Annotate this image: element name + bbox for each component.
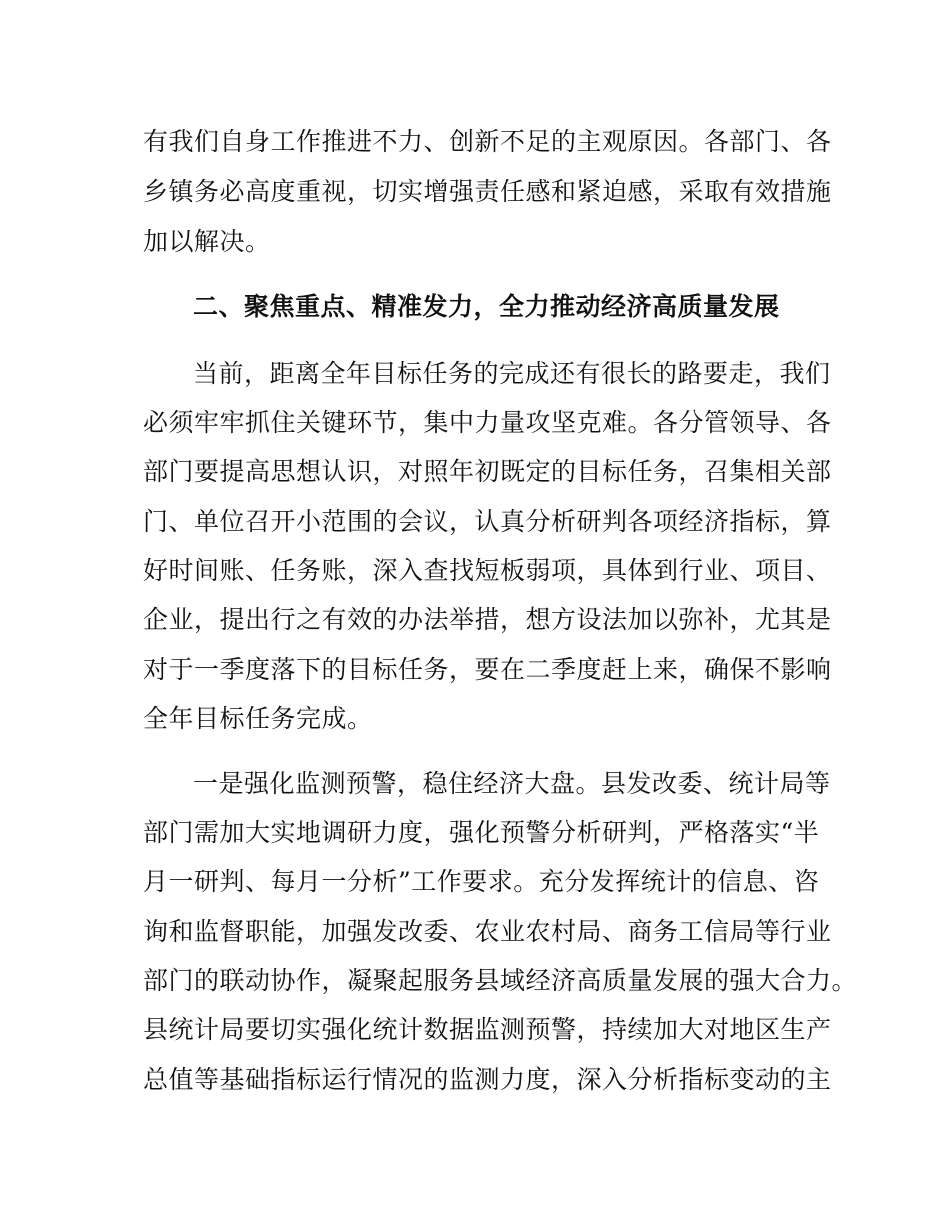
- paragraph-2-line-5: 好时间账、任务账，深入查找短板弱项，具体到行业、项目、: [143, 556, 832, 585]
- paragraph-2-line-2: 必须牢牢抓住关键环节，集中力量攻坚克难。各分管领导、各: [143, 408, 832, 437]
- paragraph-3-line-7: 总值等基础指标运行情况的监测力度，深入分析指标变动的主: [143, 1065, 832, 1094]
- paragraph-2-line-3: 部门要提高思想认识，对照年初既定的目标任务，召集相关部: [143, 457, 832, 486]
- paragraph-2-line-1: 当前，距离全年目标任务的完成还有很长的路要走，我们: [193, 359, 831, 388]
- paragraph-3-line-2: 部门需加大实地调研力度，强化预警分析研判，严格落实“半: [143, 818, 820, 847]
- paragraph-1-line-3: 加以解决。: [143, 227, 271, 256]
- paragraph-3-line-5: 部门的联动协作，凝聚起服务县域经济高质量发展的强大合力。: [143, 966, 858, 995]
- section-heading-2: 二、聚焦重点、精准发力，全力推动经济高质量发展: [193, 292, 780, 321]
- paragraph-1-line-2: 乡镇务必高度重视，切实增强责任感和紧迫感，采取有效措施: [143, 177, 832, 206]
- paragraph-1-line-1: 有我们自身工作推进不力、创新不足的主观原因。各部门、各: [143, 127, 832, 156]
- paragraph-3-line-1: 一是强化监测预警，稳住经济大盘。县发改委、统计局等: [193, 769, 831, 798]
- paragraph-2-line-7: 对于一季度落下的目标任务，要在二季度赶上来，确保不影响: [143, 655, 832, 684]
- paragraph-2-line-8: 全年目标任务完成。: [143, 704, 373, 733]
- paragraph-2-line-4: 门、单位召开小范围的会议，认真分析研判各项经济指标，算: [143, 507, 832, 536]
- paragraph-3-line-3: 月一研判、每月一分析”工作要求。充分发挥统计的信息、咨: [143, 867, 820, 896]
- paragraph-2-line-6: 企业，提出行之有效的办法举措，想方设法加以弥补，尤其是: [143, 605, 832, 634]
- paragraph-3-line-6: 县统计局要切实强化统计数据监测预警，持续加大对地区生产: [143, 1015, 832, 1044]
- paragraph-3-line-4: 询和监督职能，加强发改委、农业农村局、商务工信局等行业: [143, 917, 832, 946]
